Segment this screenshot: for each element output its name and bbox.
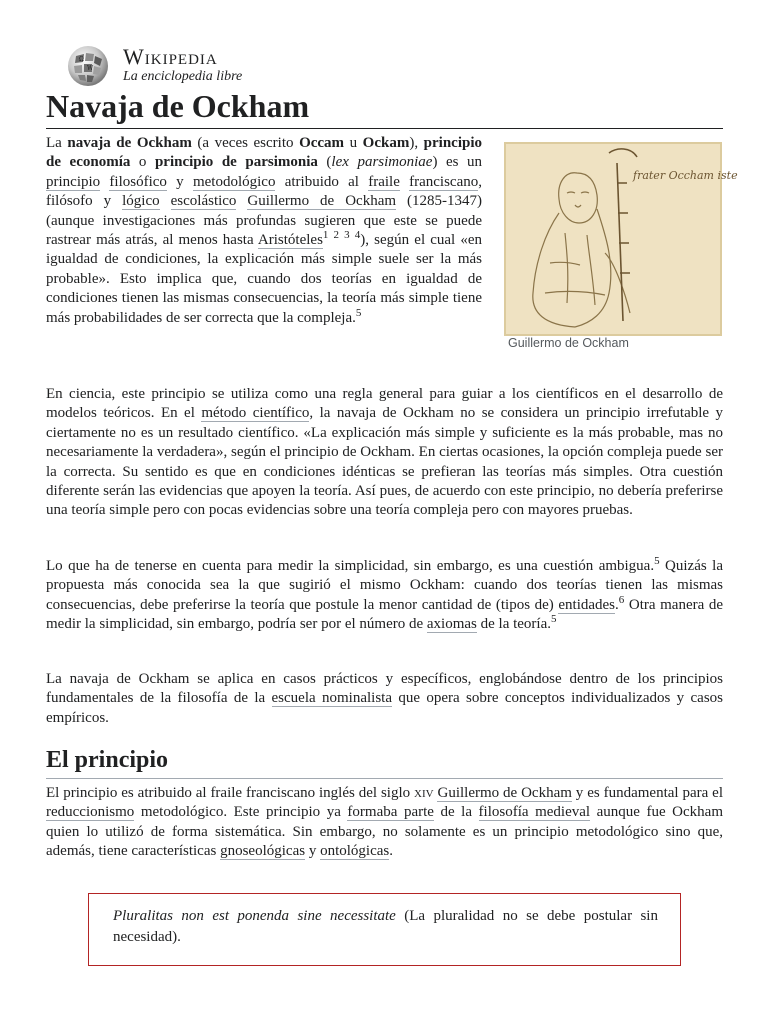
text: (1285-1347) (aunque investigaciones más profundas sugieren que este se puede rastrear más atrás, al menos hasta [46, 193, 482, 249]
text: . [389, 843, 393, 860]
text: (a veces escrito [191, 135, 300, 151]
wordmark-text: Wikipedia [123, 44, 218, 69]
link-filosofico[interactable]: filosófico [109, 173, 167, 190]
wikipedia-logo[interactable] [64, 42, 244, 88]
link-gnoseologicas[interactable]: gnoseológicas [220, 843, 306, 860]
citation-link[interactable]: 5 [355, 306, 362, 319]
link-guillermo-de-ockham[interactable]: Guillermo de Ockham [247, 193, 397, 210]
text: ) es un [432, 154, 483, 171]
link-franciscano[interactable]: franciscano [409, 173, 479, 190]
quote-text [113, 906, 658, 948]
paragraph-5 [46, 784, 723, 862]
link-metodologico[interactable]: metodológico [192, 173, 276, 190]
bold-term: principio de economía [46, 135, 483, 171]
link-reduccionismo[interactable]: reduccionismo [46, 804, 135, 821]
citation-3[interactable] [344, 229, 350, 241]
paragraph-4 [46, 670, 723, 728]
citation-link[interactable]: 4 [354, 229, 361, 242]
bold-term: Occam [299, 135, 345, 151]
text: y [305, 843, 321, 860]
text [400, 174, 409, 190]
link-fraile[interactable]: fraile [368, 173, 400, 190]
svg-text:W: W [87, 65, 94, 72]
wikipedia-globe-icon [64, 42, 116, 88]
bold-term: principio de parsimonia [154, 154, 318, 171]
bold-term: navaja de Ockham [67, 135, 192, 151]
text: El principio es atribuido al fraile franciscano inglés del siglo [46, 785, 415, 801]
text: u [344, 135, 363, 151]
page-title: Navaja de Ockham [46, 85, 723, 129]
citation-link[interactable]: 5 [654, 555, 660, 567]
text: metodológico. Este principio ya [134, 804, 348, 821]
century-numeral: xiv [414, 785, 434, 801]
link-aristoteles[interactable]: Aristóteles [257, 232, 323, 249]
section-heading-el-principio: El principio [46, 744, 723, 779]
svg-text:Ω: Ω [79, 56, 84, 63]
citation-link[interactable]: 1 [322, 229, 329, 242]
citation-link[interactable]: 5 [551, 613, 557, 626]
bold-term: Ockam [362, 135, 410, 151]
text: aunque fue Ockham quien lo utilizó de forma sistemática. Sin embargo, no solamente es un principio metodológico sino que, además, tiene características [46, 804, 723, 860]
link-filosofia-medieval[interactable]: filosofía medieval [478, 804, 591, 821]
italic-term: lex parsimoniae [331, 154, 433, 171]
text: La [46, 135, 68, 151]
paragraph-2 [46, 385, 723, 521]
ockham-sketch-image [505, 143, 738, 335]
wikipedia-tagline: La enciclopedia libre [123, 69, 243, 84]
text: Quizás la propuesta más conocida sea la que sugirió el mismo Ockham: cuando dos teorías tienen las mismas consecuencias, debe preferirse la teoría que postule la menor cantidad de (tipos de) [46, 558, 723, 613]
text: ), según el cual «en igualdad de condiciones, la explicación más simple suele ser la más probable». Esto implica que, cuando dos teorías en igualdad de condiciones tienen las mismas consecuencias, la teoría más simple tiene más probabilidades de ser correcta que la compleja. [46, 232, 482, 326]
citation-link[interactable]: 2 [333, 229, 340, 242]
ockham-portrait-figure[interactable] [505, 143, 738, 335]
manuscript-inscription: frater Occham iste [633, 169, 738, 182]
link-logico[interactable]: lógico [122, 193, 160, 210]
text: y es fundamental para el [571, 785, 723, 801]
link-ontologicas[interactable]: ontológicas [320, 843, 390, 860]
link-escolastico[interactable]: escolástico [170, 193, 237, 210]
text: y [166, 173, 193, 190]
text: ), [409, 135, 424, 151]
text: Otra manera de medir la simplicidad, sin embargo, podría ser por el número de [46, 596, 723, 633]
link-formaba-parte[interactable]: formaba parte [347, 804, 434, 821]
citation-5[interactable] [551, 613, 557, 625]
text: de la [433, 804, 479, 821]
text: ( [317, 154, 332, 171]
text: La navaja de Ockham se aplica en casos prácticos y específicos, englobándose dentro de los principios fundamentales de la filosofía de la [46, 671, 723, 707]
citation-link[interactable]: 3 [344, 229, 350, 242]
link-escuela-nominalista[interactable]: escuela nominalista [271, 690, 392, 707]
link-entidades[interactable]: entidades [558, 596, 616, 613]
latin-quote: Pluralitas non est ponenda sine necessitate [113, 908, 396, 924]
text: que opera sobre conceptos individualizados y casos empíricos. [46, 690, 724, 726]
intro-paragraph-1 [46, 134, 482, 328]
wikipedia-wordmark [123, 44, 218, 70]
text: En ciencia, este principio se utiliza como una regla general para guiar a los científicos en el desarrollo de modelos teóricos. En el [46, 386, 723, 422]
text: Lo que ha de tenerse en cuenta para medir la simplicidad, sin embargo, es una cuestión ambigua. [46, 558, 655, 574]
link-axiomas[interactable]: axiomas [426, 616, 477, 633]
text [160, 193, 171, 209]
figure-caption: Guillermo de Ockham [508, 336, 629, 350]
text: . [615, 596, 619, 613]
link-guillermo-de-ockham-2[interactable]: Guillermo de Ockham [437, 785, 572, 801]
text: atribuido al [275, 173, 369, 190]
citation-2[interactable] [334, 229, 340, 241]
text [236, 193, 247, 209]
link-metodo-cientifico[interactable]: método científico [201, 405, 310, 422]
link-principio[interactable]: principio [46, 173, 101, 190]
text: de la teoría. [476, 616, 552, 633]
citation-1[interactable] [323, 229, 329, 241]
paragraph-3 [46, 557, 723, 635]
citation-link[interactable]: 6 [618, 593, 625, 606]
citation-5[interactable] [356, 307, 362, 319]
quote-translation: (La pluralidad no se debe postular sin necesidad). [113, 908, 658, 945]
text: , la navaja de Ockham no se considera un principio irrefutable y ciertamente no es un resultado científico. «La explicación más simple y suficiente es la más probable, mas no necesariamente la verdadera», según el principio de Ockham. En ciertas ocasiones, la opción compleja puede ser la correcta. Su sentido es que en condiciones idénticas se prefieran las teorías más simples. Otra cuestión diferente serán las evidencias que apoyen la teoría. Así pues, de acuerdo con este principio, no debería preferirse una teoría simple pero con pocas evidencias sobre una teoría compleja pero con mayores pruebas. [46, 405, 723, 519]
text: o [130, 154, 155, 171]
text: , filósofo y [46, 173, 483, 210]
quote-box [88, 893, 681, 966]
